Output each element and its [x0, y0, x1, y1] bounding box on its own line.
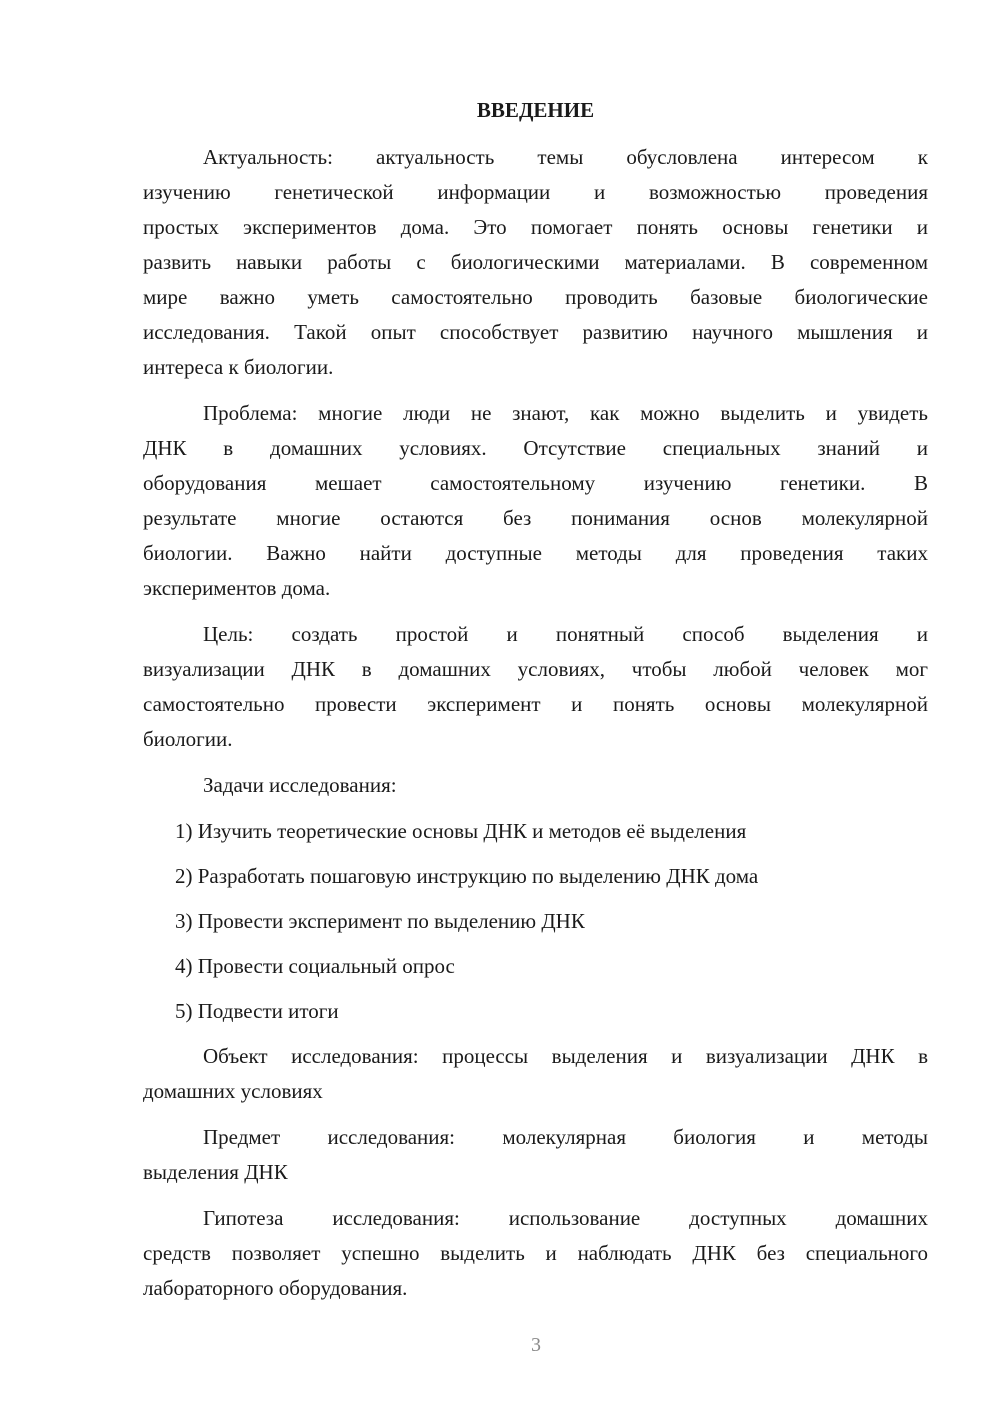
- paragraph-line: ДНК в домашних условиях. Отсутствие специальных знаний и: [143, 436, 928, 460]
- paragraph-line: мире важно уметь самостоятельно проводить базовые биологические: [143, 285, 928, 309]
- paragraph-line: Задачи исследования:: [203, 773, 397, 797]
- paragraph-line: биологии.: [143, 727, 233, 751]
- task-item: 2) Разработать пошаговую инструкцию по выделению ДНК дома: [175, 864, 759, 888]
- task-item: 1) Изучить теоретические основы ДНК и методов её выделения: [175, 819, 747, 843]
- paragraph-line: Цель: создать простой и понятный способ выделения и: [203, 622, 928, 646]
- paragraph-line: Проблема: многие люди не знают, как можно выделить и увидеть: [203, 401, 928, 425]
- paragraph-line: визуализации ДНК в домашних условиях, чтобы любой человек мог: [143, 657, 928, 681]
- task-item: 3) Провести эксперимент по выделению ДНК: [175, 909, 585, 933]
- paragraph-line: самостоятельно провести эксперимент и понять основы молекулярной: [143, 692, 928, 716]
- paragraph-line: Объект исследования: процессы выделения и визуализации ДНК в: [203, 1044, 928, 1068]
- task-item: 5) Подвести итоги: [175, 999, 339, 1023]
- task-list: [143, 814, 928, 1029]
- paragraph: [143, 140, 928, 385]
- paragraph-line: интереса к биологии.: [143, 355, 334, 379]
- paragraph: [143, 1039, 928, 1109]
- paragraph-line: простых экспериментов дома. Это помогает понять основы генетики и: [143, 215, 928, 239]
- task-item: 4) Провести социальный опрос: [175, 954, 455, 978]
- paragraph-line: оборудования мешает самостоятельному изучению генетики. В: [143, 471, 928, 495]
- paragraph-line: Гипотеза исследования: использование доступных домашних: [203, 1206, 928, 1230]
- paragraph: [143, 396, 928, 606]
- paragraph-line: развить навыки работы с биологическими материалами. В современном: [143, 250, 928, 274]
- paragraph-line: биологии. Важно найти доступные методы для проведения таких: [143, 541, 928, 565]
- paragraph-line: Предмет исследования: молекулярная биология и методы: [203, 1125, 928, 1149]
- paragraph-line: средств позволяет успешно выделить и наблюдать ДНК без специального: [143, 1241, 928, 1265]
- paragraph-line: домашних условиях: [143, 1079, 323, 1103]
- document-page: [143, 93, 928, 1317]
- page-number: 3: [531, 1334, 541, 1356]
- section-title: ВВЕДЕНИЕ: [476, 98, 595, 122]
- paragraph-line: изучению генетической информации и возможностью проведения: [143, 180, 928, 204]
- paragraph-line: Актуальность: актуальность темы обусловлена интересом к: [203, 145, 928, 169]
- paragraph-line: лабораторного оборудования.: [143, 1276, 408, 1300]
- intro-paragraphs: [143, 140, 928, 803]
- paragraph: [143, 617, 928, 757]
- paragraph: [143, 1120, 928, 1190]
- paragraph-line: экспериментов дома.: [143, 576, 331, 600]
- paragraph: [143, 1201, 928, 1306]
- paragraph: [143, 768, 928, 803]
- paragraph-line: исследования. Такой опыт способствует развитию научного мышления и: [143, 320, 928, 344]
- paragraph-line: результате многие остаются без понимания основ молекулярной: [143, 506, 928, 530]
- research-definitions: [143, 1039, 928, 1306]
- paragraph-line: выделения ДНК: [143, 1160, 288, 1184]
